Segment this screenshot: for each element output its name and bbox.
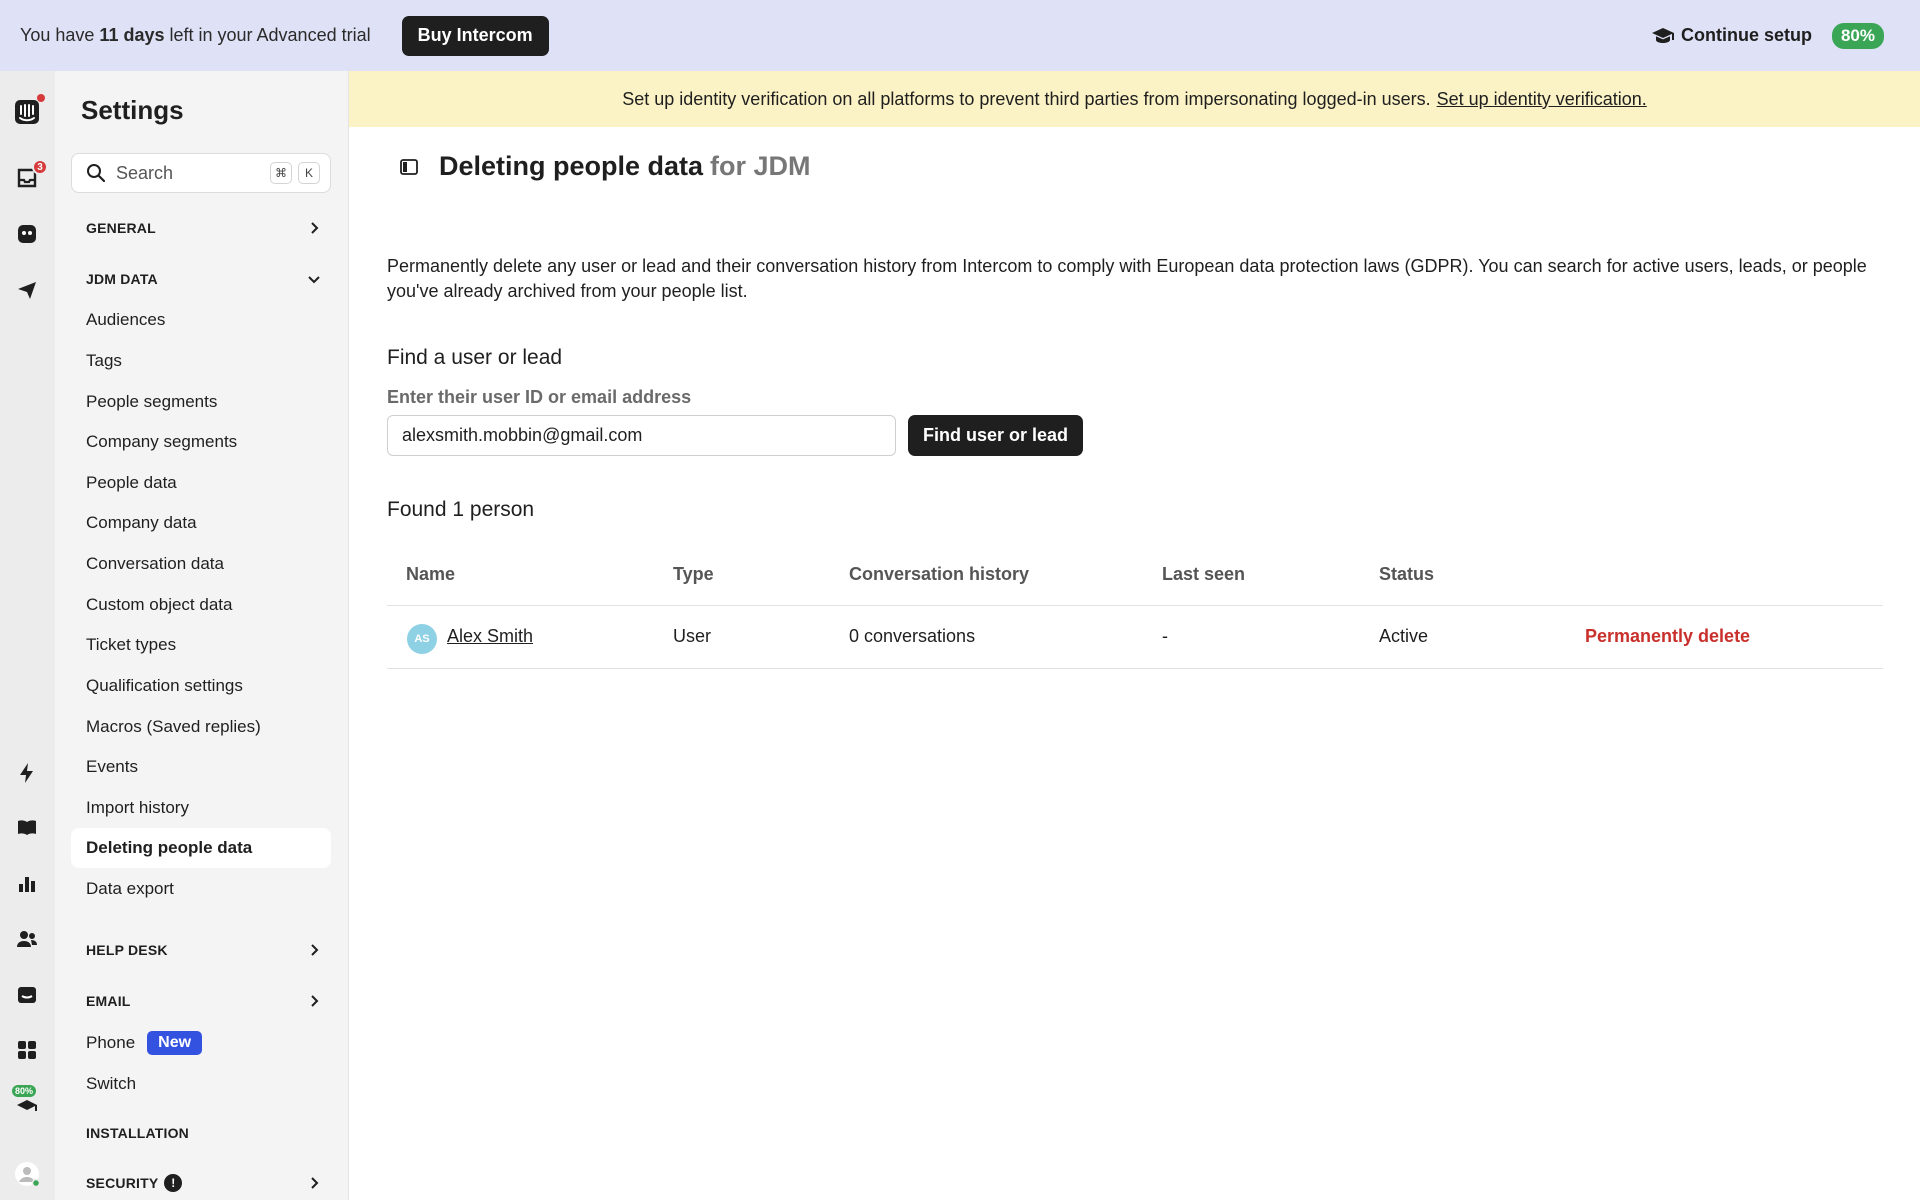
table-header	[387, 541, 1883, 606]
app-rail	[0, 71, 55, 1200]
header-last-seen: Last seen	[1162, 564, 1246, 584]
sidebar-item-qualification-settings[interactable]: Qualification settings	[86, 676, 243, 695]
sidebar-item-ticket-types[interactable]: Ticket types	[86, 635, 177, 654]
sidebar-item-conversation-data[interactable]: Conversation data	[86, 554, 224, 573]
section-help-desk[interactable]	[86, 938, 322, 962]
apps-grid-icon[interactable]	[14, 1037, 40, 1063]
inbox-count-badge: 3	[32, 159, 48, 175]
sidebar-item-import-history[interactable]: Import history	[86, 798, 189, 817]
trial-message: You have 11 days left in your Advanced trial	[20, 25, 371, 45]
header-status: Status	[1379, 564, 1435, 584]
chevron-right-icon	[306, 1175, 322, 1191]
banner-text: Set up identity verification on all platforms to prevent third parties from impersonating logged-in users.	[622, 88, 1431, 109]
person-conversations: 0 conversations	[849, 626, 976, 646]
intercom-logo-icon[interactable]	[14, 99, 40, 125]
results-count: Found 1 person	[387, 498, 535, 521]
continue-setup-button[interactable]	[1651, 0, 1884, 71]
table-row	[387, 606, 1883, 669]
sidebar-item-custom-object-data[interactable]: Custom object data	[86, 595, 233, 614]
section-email-label: EMAIL	[86, 993, 131, 1009]
buy-intercom-button[interactable]: Buy Intercom	[402, 16, 549, 56]
person-type: User	[673, 626, 712, 646]
shortcut-k-key: K	[298, 162, 320, 184]
sidebar-item-switch[interactable]: Switch	[86, 1074, 137, 1093]
person-name-link[interactable]: Alex Smith	[447, 626, 534, 646]
page-header	[399, 151, 811, 182]
knowledge-book-icon[interactable]	[14, 815, 40, 841]
chevron-right-icon	[306, 993, 322, 1009]
fin-bot-icon[interactable]	[14, 221, 40, 247]
sidebar-item-deleting-people-data[interactable]: Deleting people data	[71, 828, 331, 868]
chevron-down-icon	[306, 271, 322, 287]
results-table	[387, 541, 1883, 669]
continue-setup-label: Continue setup	[1680, 25, 1812, 45]
search-icon	[86, 163, 106, 183]
header-type: Type	[673, 564, 714, 584]
find-user-button[interactable]: Find user or lead	[908, 415, 1083, 456]
sidebar-item-macros[interactable]: Macros (Saved replies)	[86, 717, 261, 736]
onboarding-setup-icon[interactable]	[14, 1086, 40, 1119]
shortcut-command-key: ⌘	[270, 162, 292, 184]
identity-verification-banner	[349, 71, 1920, 127]
header-conversation-history: Conversation history	[849, 564, 1030, 584]
find-section-title: Find a user or lead	[387, 346, 563, 369]
permanently-delete-button[interactable]: Permanently delete	[1585, 626, 1751, 646]
section-installation[interactable]	[86, 1121, 322, 1145]
user-avatar-icon[interactable]	[14, 1161, 40, 1187]
settings-search[interactable]	[71, 153, 331, 193]
person-last-seen: -	[1162, 626, 1168, 646]
contacts-people-icon[interactable]	[14, 926, 40, 952]
new-badge: New	[147, 1031, 202, 1055]
sidebar-item-company-data[interactable]: Company data	[86, 513, 197, 532]
banner-setup-link[interactable]: Set up identity verification.	[1436, 88, 1647, 109]
section-general-label: GENERAL	[86, 220, 156, 236]
sidebar-item-phone-label: Phone	[86, 1033, 136, 1052]
section-help-desk-label: HELP DESK	[86, 942, 168, 958]
settings-sidebar	[55, 71, 349, 1200]
toggle-sidebar-icon[interactable]	[399, 157, 419, 177]
section-installation-label: INSTALLATION	[86, 1125, 189, 1141]
user-search-input[interactable]	[387, 415, 896, 456]
section-jdm-data[interactable]	[86, 267, 322, 291]
find-input-label: Enter their user ID or email address	[387, 387, 692, 407]
setup-progress-badge: 80%	[1832, 23, 1884, 49]
section-jdm-data-label: JDM DATA	[86, 271, 158, 287]
sidebar-item-data-export[interactable]: Data export	[86, 879, 174, 898]
chevron-right-icon	[306, 942, 322, 958]
setup-progress-mini-badge: 80%	[12, 1085, 36, 1097]
outbound-send-icon[interactable]	[14, 277, 40, 303]
page-description: Permanently delete any user or lead and their conversation history from Intercom to comply with European data protection laws (GDPR). You can search for active users, leads, or people you've already archived from your people list.	[387, 256, 1867, 301]
section-general[interactable]	[86, 216, 322, 240]
graduation-cap-icon	[1651, 24, 1675, 48]
section-email[interactable]	[86, 989, 322, 1013]
trial-bar	[0, 0, 1920, 71]
section-security-title	[86, 1174, 182, 1192]
section-security[interactable]	[86, 1171, 322, 1195]
sidebar-item-people-data[interactable]: People data	[86, 473, 177, 492]
header-name: Name	[406, 564, 456, 584]
sidebar-item-company-segments[interactable]: Company segments	[86, 432, 238, 451]
sidebar-title: Settings	[81, 95, 184, 125]
chevron-right-icon	[306, 220, 322, 236]
sidebar-item-tags[interactable]: Tags	[86, 351, 122, 370]
inbox-icon[interactable]	[14, 161, 43, 191]
sidebar-item-audiences[interactable]: Audiences	[86, 310, 166, 329]
notification-dot	[37, 94, 45, 102]
main-content	[349, 71, 1920, 1200]
page-title: Deleting people data	[439, 151, 704, 181]
automation-bolt-icon[interactable]	[14, 760, 40, 786]
avatar: AS	[407, 624, 437, 654]
person-status: Active	[1379, 626, 1429, 646]
warning-icon: !	[164, 1174, 182, 1192]
sidebar-item-people-segments[interactable]: People segments	[86, 392, 218, 411]
messenger-icon[interactable]	[14, 982, 40, 1008]
page-workspace: for JDM	[710, 151, 811, 181]
reports-chart-icon[interactable]	[14, 871, 40, 897]
sidebar-item-events[interactable]: Events	[86, 757, 138, 776]
section-security-label: SECURITY	[86, 1175, 159, 1191]
sidebar-item-phone[interactable]	[71, 1023, 331, 1063]
search-placeholder: Search	[116, 162, 174, 183]
